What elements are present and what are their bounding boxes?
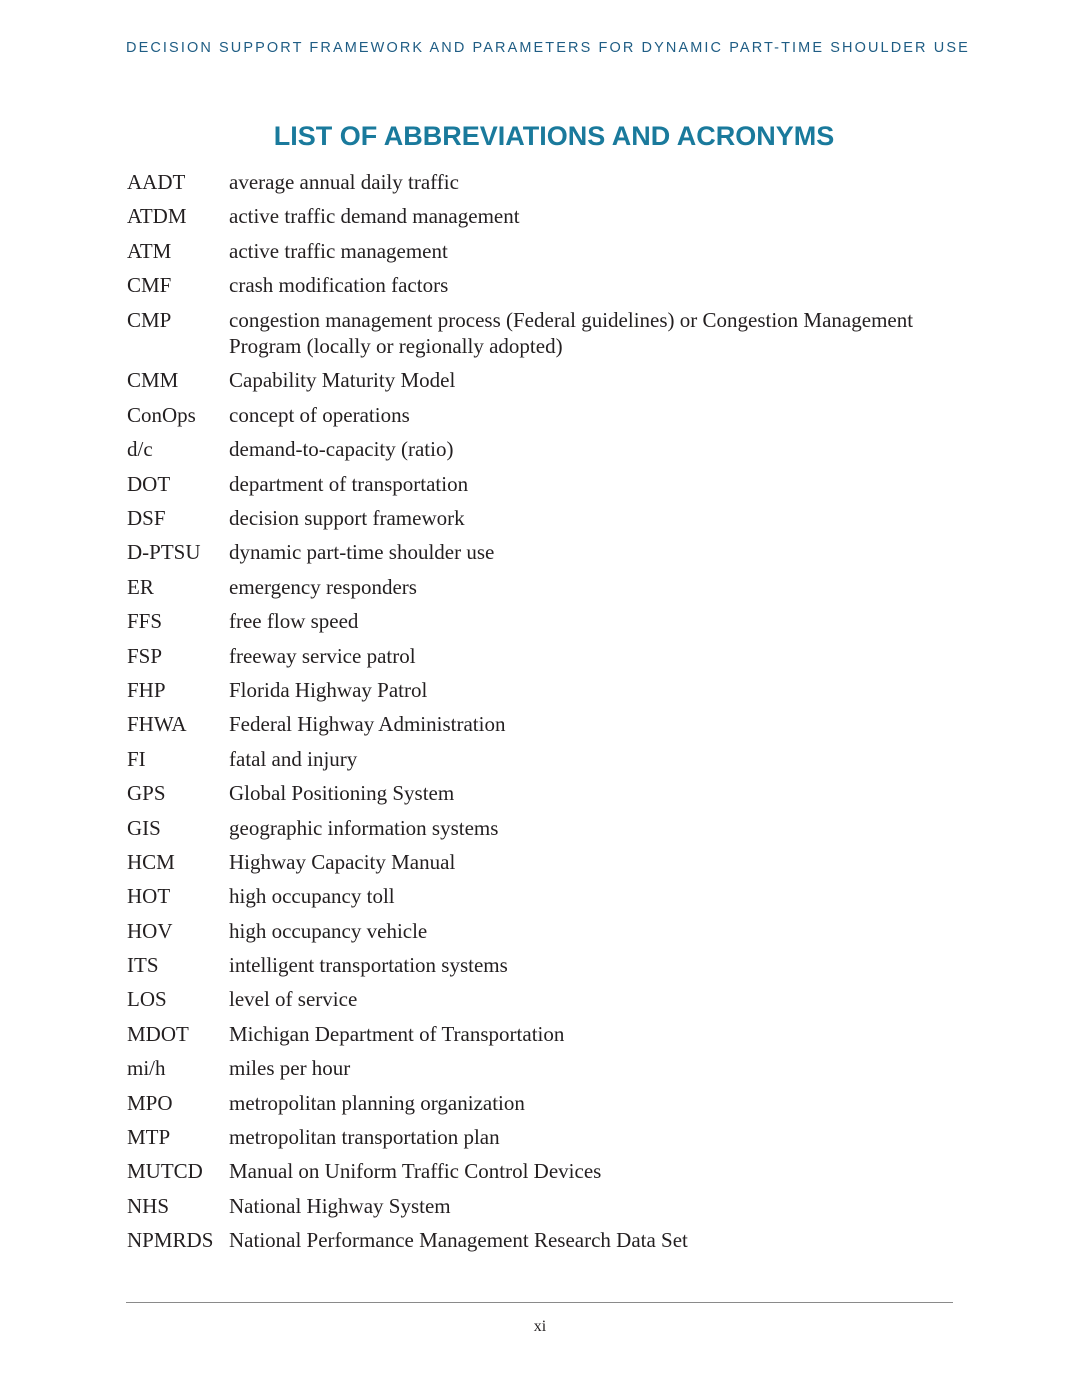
- abbreviation-entry: [127, 677, 927, 704]
- abbreviation-term: HCM: [127, 849, 175, 874]
- abbreviation-definition: intelligent transportation systems: [229, 953, 508, 978]
- abbreviation-entry: [127, 608, 927, 635]
- abbreviation-term: mi/h: [127, 1056, 166, 1081]
- abbreviation-term: MPO: [127, 1090, 173, 1115]
- abbreviation-definition: National Highway System: [229, 1193, 451, 1218]
- page-number: xi: [533, 1318, 547, 1335]
- abbreviation-term: CMP: [127, 307, 172, 332]
- abbreviation-definition: department of transportation: [229, 471, 469, 496]
- running-header: DECISION SUPPORT FRAMEWORK AND PARAMETERS FOR DYNAMIC PART-TIME SHOULDER USE: [126, 40, 970, 56]
- abbreviation-entry: [127, 574, 927, 601]
- abbreviation-entry: [127, 367, 927, 394]
- abbreviation-entry: [127, 203, 927, 230]
- abbreviation-entry: [127, 505, 927, 532]
- abbreviation-term: FI: [127, 746, 146, 771]
- abbreviation-entry: [127, 986, 927, 1013]
- abbreviation-definition: Florida Highway Patrol: [229, 677, 428, 702]
- abbreviation-definition: fatal and injury: [229, 746, 358, 771]
- abbreviation-entry: [127, 272, 927, 299]
- abbreviation-entry: [127, 1158, 927, 1185]
- abbreviation-entry: [127, 952, 927, 979]
- abbreviation-definition: geographic information systems: [229, 815, 499, 840]
- abbreviation-term: D-PTSU: [127, 540, 201, 565]
- abbreviation-term: CMM: [127, 368, 179, 393]
- abbreviation-definition: demand-to-capacity (ratio): [229, 437, 454, 462]
- abbreviation-entry: [127, 307, 927, 360]
- abbreviation-term: HOT: [127, 884, 171, 909]
- abbreviation-term: ATM: [127, 238, 172, 263]
- abbreviation-definition: emergency responders: [229, 574, 417, 599]
- abbreviation-definition: Capability Maturity Model: [229, 368, 456, 393]
- abbreviation-entry: [127, 815, 927, 842]
- abbreviation-entry: [127, 883, 927, 910]
- footer-divider: [126, 1302, 953, 1303]
- abbreviation-list: [127, 169, 927, 1262]
- abbreviation-term: FHP: [127, 677, 166, 702]
- abbreviation-definition: National Performance Management Research Data Set: [229, 1228, 688, 1253]
- abbreviation-definition: miles per hour: [229, 1056, 351, 1081]
- abbreviation-entry: [127, 1055, 927, 1082]
- abbreviation-definition: active traffic management: [229, 238, 448, 263]
- abbreviation-definition: Highway Capacity Manual: [229, 849, 456, 874]
- abbreviation-term: ConOps: [127, 402, 196, 427]
- abbreviation-entry: [127, 402, 927, 429]
- abbreviation-term: NPMRDS: [127, 1228, 214, 1253]
- abbreviation-entry: [127, 849, 927, 876]
- abbreviation-entry: [127, 1193, 927, 1220]
- abbreviation-term: MTP: [127, 1125, 171, 1150]
- abbreviation-entry: [127, 1090, 927, 1117]
- abbreviation-term: DSF: [127, 506, 166, 531]
- abbreviation-entry: [127, 238, 927, 265]
- abbreviation-term: DOT: [127, 471, 171, 496]
- abbreviation-definition: concept of operations: [229, 402, 410, 427]
- abbreviation-definition: active traffic demand management: [229, 204, 520, 229]
- abbreviation-definition: Michigan Department of Transportation: [229, 1021, 565, 1046]
- abbreviation-term: GPS: [127, 781, 166, 806]
- abbreviation-definition: dynamic part-time shoulder use: [229, 540, 495, 565]
- abbreviation-term: MUTCD: [127, 1159, 203, 1184]
- abbreviation-term: LOS: [127, 987, 167, 1012]
- abbreviation-entry: [127, 169, 927, 196]
- abbreviation-term: ATDM: [127, 204, 187, 229]
- abbreviation-definition: Federal Highway Administration: [229, 712, 506, 737]
- abbreviation-term: MDOT: [127, 1021, 189, 1046]
- abbreviation-definition: metropolitan planning organization: [229, 1090, 525, 1115]
- abbreviation-term: GIS: [127, 815, 161, 840]
- abbreviation-definition: average annual daily traffic: [229, 170, 459, 194]
- abbreviation-entry: [127, 1124, 927, 1151]
- abbreviation-definition: high occupancy toll: [229, 884, 395, 909]
- abbreviation-definition: Manual on Uniform Traffic Control Devices: [229, 1159, 602, 1184]
- abbreviation-term: FFS: [127, 609, 163, 634]
- abbreviation-term: ER: [127, 574, 154, 599]
- abbreviation-entry: [127, 711, 927, 738]
- abbreviation-definition: free flow speed: [229, 609, 359, 634]
- abbreviation-definition: congestion management process (Federal guidelines) or Congestion Management Program (locally or regionally adopted): [229, 307, 914, 359]
- abbreviation-term: FHWA: [127, 712, 187, 737]
- page-title: LIST OF ABBREVIATIONS AND ACRONYMS: [273, 121, 835, 151]
- abbreviation-term: d/c: [127, 437, 153, 462]
- abbreviation-entry: [127, 1021, 927, 1048]
- abbreviation-definition: decision support framework: [229, 506, 465, 531]
- abbreviation-term: ITS: [127, 953, 159, 978]
- abbreviation-definition: level of service: [229, 987, 358, 1012]
- abbreviation-definition: crash modification factors: [229, 273, 449, 298]
- abbreviation-entry: [127, 746, 927, 773]
- abbreviation-term: NHS: [127, 1193, 170, 1218]
- abbreviation-entry: [127, 918, 927, 945]
- abbreviation-term: FSP: [127, 643, 163, 668]
- abbreviation-term: CMF: [127, 273, 172, 298]
- abbreviation-entry: [127, 780, 927, 807]
- abbreviation-entry: [127, 643, 927, 670]
- abbreviation-definition: metropolitan transportation plan: [229, 1125, 500, 1150]
- abbreviation-entry: [127, 539, 927, 566]
- abbreviation-definition: Global Positioning System: [229, 781, 455, 806]
- abbreviation-definition: high occupancy vehicle: [229, 918, 428, 943]
- abbreviation-entry: [127, 471, 927, 498]
- abbreviation-entry: [127, 436, 927, 463]
- abbreviation-term: AADT: [127, 170, 186, 194]
- abbreviation-entry: [127, 1227, 927, 1254]
- abbreviation-definition: freeway service patrol: [229, 643, 416, 668]
- abbreviation-term: HOV: [127, 918, 173, 943]
